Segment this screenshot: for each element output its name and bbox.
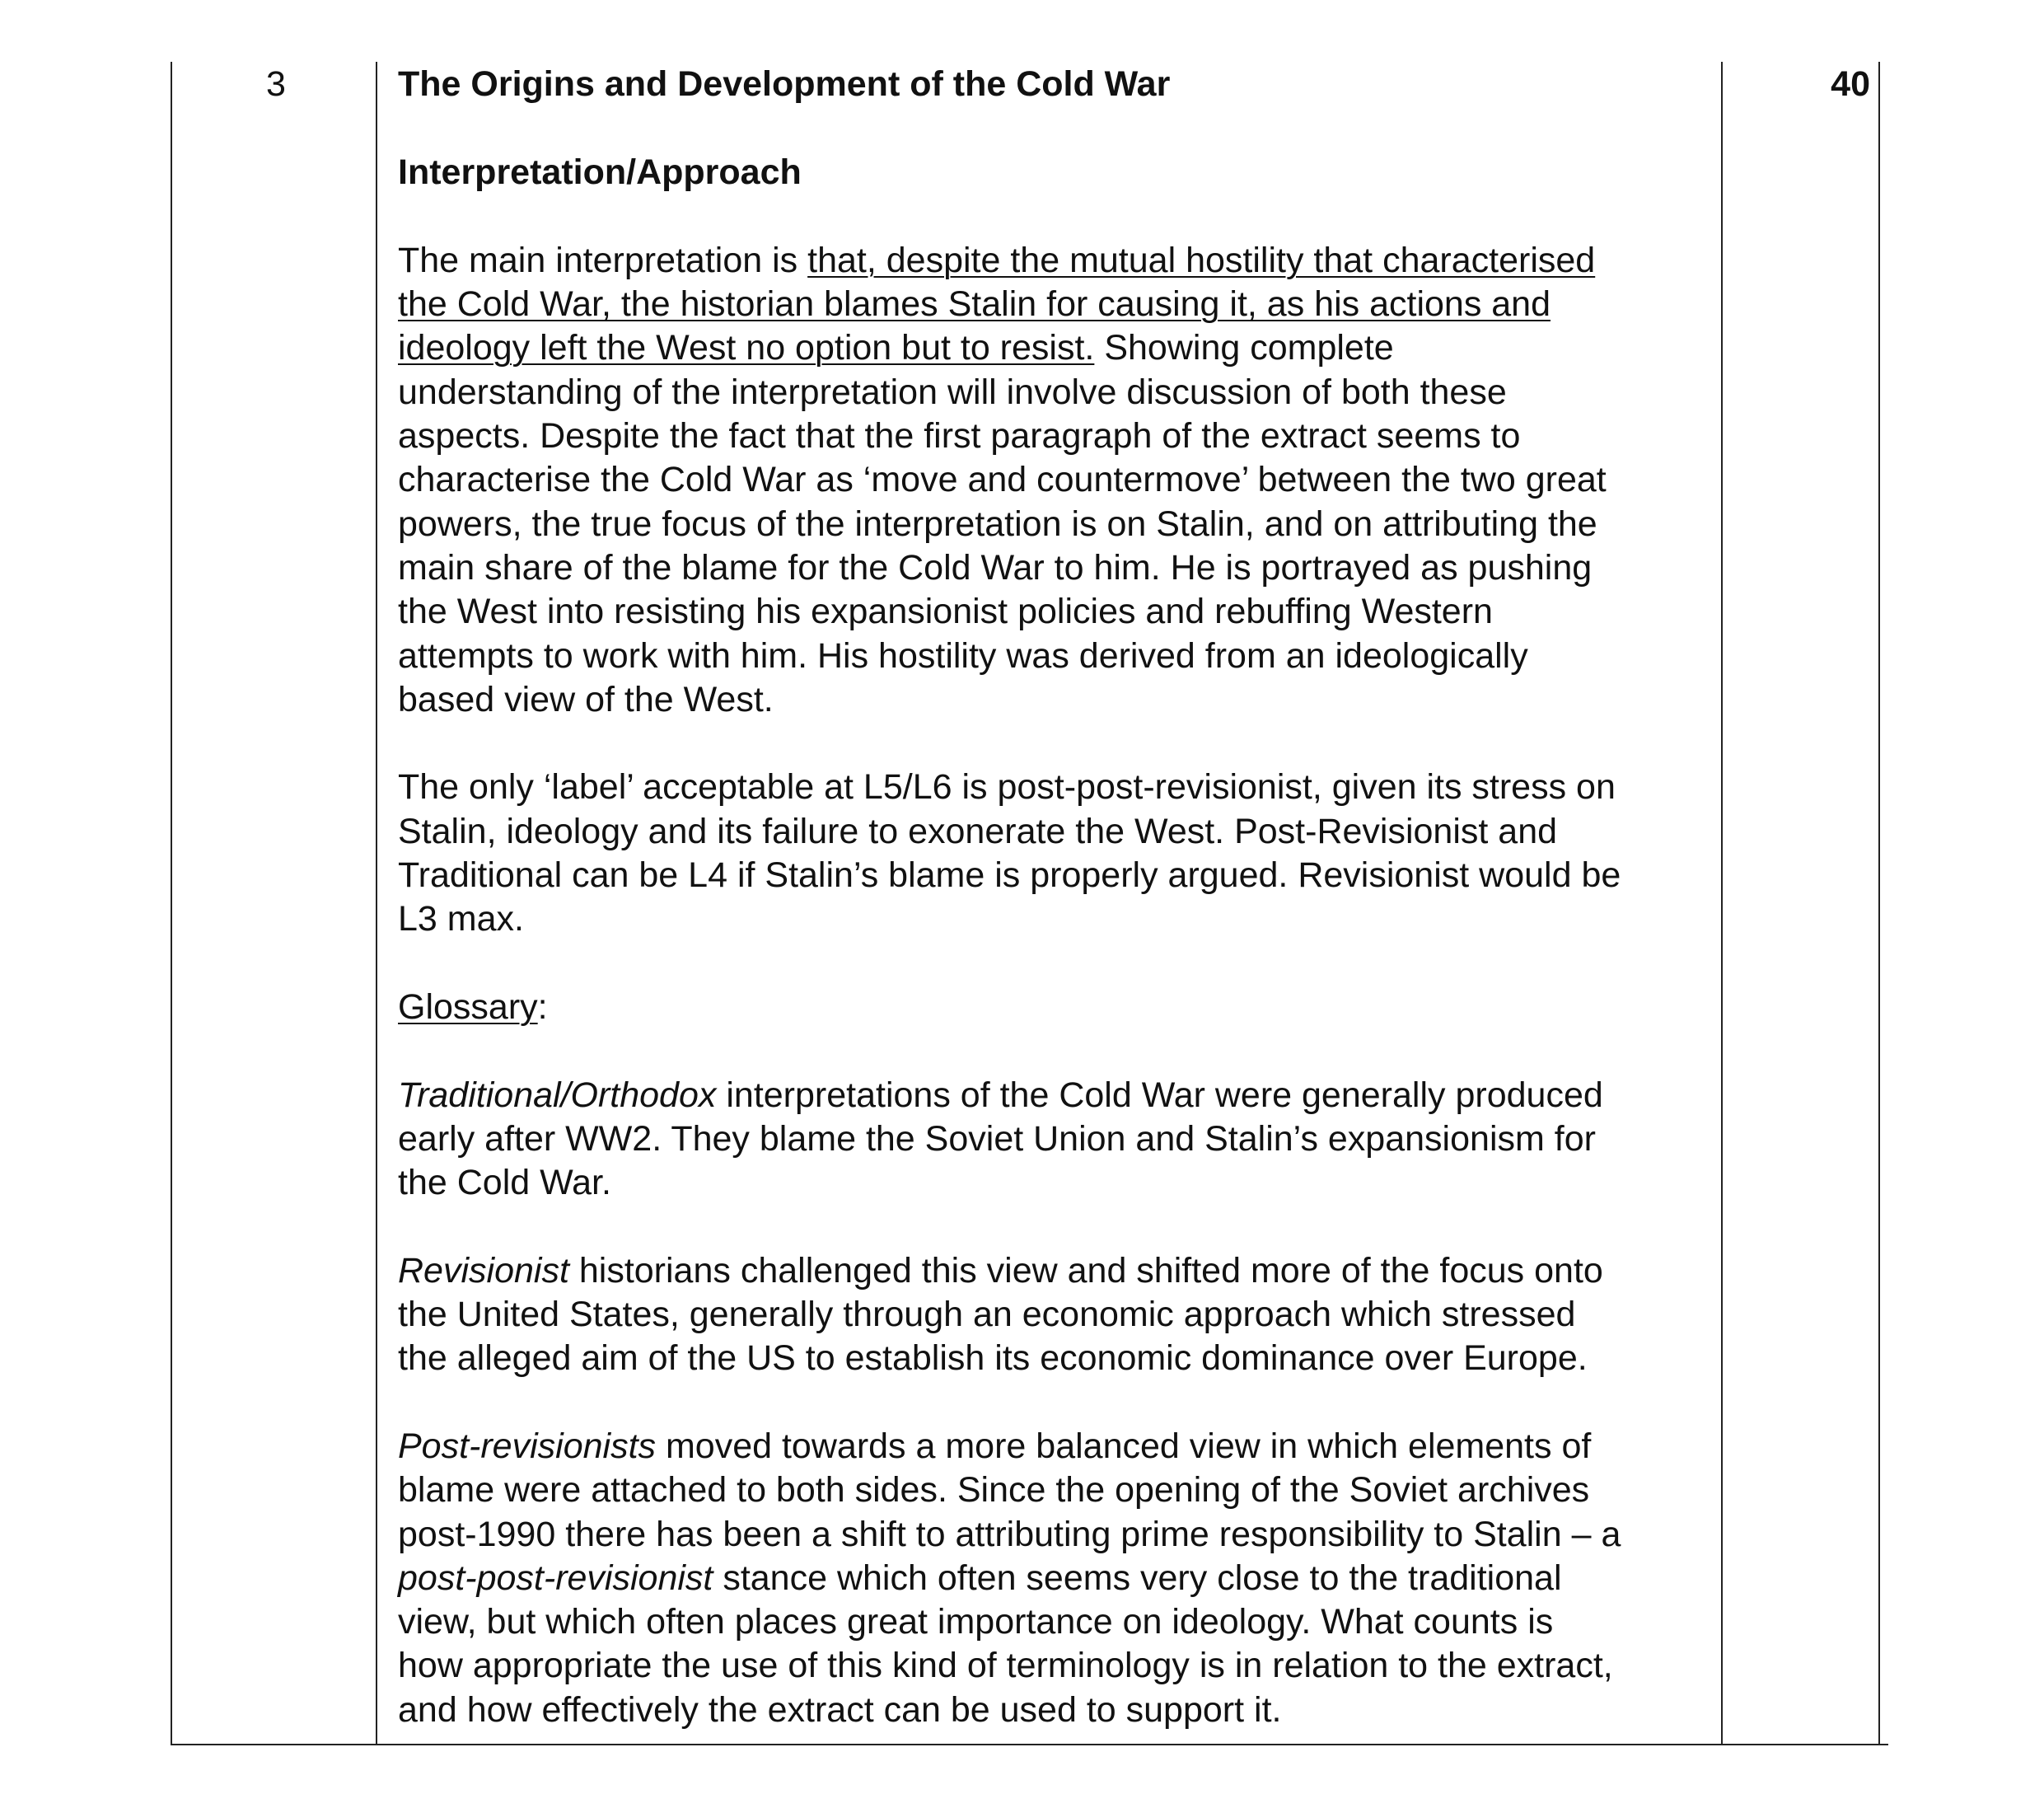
label-guidance-line: The only ‘label’ acceptable at L5/L6 is post-post-revisionist, given its stress on xyxy=(398,767,1616,808)
interpretation-line xyxy=(398,590,1716,634)
interpretation-text: aspects. Despite the fact that the first paragraph of the extract seems to xyxy=(398,416,1521,457)
interpretation-text: attempts to work with him. His hostility was derived from an ideologically xyxy=(398,635,1528,676)
term-revisionist: Revisionist xyxy=(398,1250,569,1290)
interpretation-line xyxy=(398,503,1716,546)
label-guidance-line: Traditional can be L4 if Stalin’s blame is properly argued. Revisionist would be xyxy=(398,855,1621,896)
table-border-right xyxy=(1878,62,1880,1745)
glossary-post-revisionist xyxy=(398,1425,1716,1732)
glossary-revisionist-line xyxy=(398,1249,1716,1293)
glossary-colon: : xyxy=(537,986,548,1027)
table-divider-marks-column xyxy=(1721,62,1723,1745)
glossary-postrev-line xyxy=(398,1425,1716,1468)
question-number: 3 xyxy=(266,64,286,104)
table-border-bottom xyxy=(171,1744,1888,1745)
interpretation-text: understanding of the interpretation will involve discussion of both these xyxy=(398,372,1507,412)
main-interpretation-underlined: that, despite the mutual hostility that characterised xyxy=(807,240,1596,280)
glossary-postrev-line: view, but which often places great importance on ideology. What counts is xyxy=(398,1602,1554,1642)
interpretation-text: the West into resisting his expansionist policies and rebuffing Western xyxy=(398,592,1493,632)
interpretation-line xyxy=(398,546,1716,590)
glossary-traditional-line-rest: interpretations of the Cold War were generally produced xyxy=(716,1075,1603,1115)
term-post-revisionists: Post-revisionists xyxy=(398,1426,657,1466)
glossary-heading-text: Glossary xyxy=(398,986,538,1027)
glossary-revisionist-line: the alleged aim of the US to establish its economic dominance over Europe. xyxy=(398,1338,1588,1379)
interpretation-line xyxy=(398,239,1716,283)
interpretation-text: main share of the blame for the Cold War to him. He is portrayed as pushing xyxy=(398,547,1593,588)
interpretation-line xyxy=(398,678,1716,722)
mark-scheme-content xyxy=(398,61,1716,1732)
glossary-postrev-line: blame were attached to both sides. Since the opening of the Soviet archives xyxy=(398,1470,1590,1511)
interpretation-line xyxy=(398,371,1716,415)
section-heading-interpretation: Interpretation/Approach xyxy=(398,152,802,193)
marks-total: 40 xyxy=(1831,64,1870,104)
label-guidance-line: L3 max. xyxy=(398,899,524,939)
table-border-left xyxy=(171,62,172,1745)
label-guidance-line: Stalin, ideology and its failure to exonerate the West. Post-Revisionist and xyxy=(398,811,1558,851)
glossary-traditional-line: the Cold War. xyxy=(398,1163,611,1203)
interpretation-line xyxy=(398,415,1716,458)
interpretation-text: powers, the true focus of the interpretation is on Stalin, and on attributing the xyxy=(398,504,1597,544)
table-divider-question-column xyxy=(376,62,377,1745)
glossary-revisionist xyxy=(398,1249,1716,1381)
term-post-post-revisionist: post-post-revisionist xyxy=(398,1557,713,1598)
question-title: The Origins and Development of the Cold War xyxy=(398,64,1171,104)
glossary-postrev-line: and how effectively the extract can be used to support it. xyxy=(398,1689,1282,1730)
interpretation-line xyxy=(398,458,1716,502)
glossary-traditional-line xyxy=(398,1074,1716,1117)
interpretation-paragraph xyxy=(398,239,1716,722)
glossary-traditional xyxy=(398,1074,1716,1206)
interpretation-text: The main interpretation is xyxy=(398,240,808,280)
interpretation-line xyxy=(398,635,1716,678)
glossary-postrev-line: how appropriate the use of this kind of terminology is in relation to the extract, xyxy=(398,1646,1613,1686)
term-traditional: Traditional/Orthodox xyxy=(398,1075,717,1115)
glossary-postrev-line-rest: moved towards a more balanced view in which elements of xyxy=(656,1426,1592,1466)
glossary-heading xyxy=(398,986,1716,1029)
main-interpretation-underlined: the Cold War, the historian blames Stalin for causing it, as his actions and xyxy=(398,284,1551,325)
interpretation-text: Showing complete xyxy=(1094,328,1394,368)
glossary-postrev-line-rest: stance which often seems very close to the traditional xyxy=(713,1557,1562,1598)
interpretation-text: based view of the West. xyxy=(398,679,774,719)
glossary-revisionist-line: the United States, generally through an economic approach which stressed xyxy=(398,1295,1576,1335)
glossary-revisionist-line-rest: historians challenged this view and shifted more of the focus onto xyxy=(568,1250,1603,1290)
interpretation-text: characterise the Cold War as ‘move and countermove’ between the two great xyxy=(398,460,1607,500)
glossary-traditional-line: early after WW2. They blame the Soviet Union and Stalin’s expansionism for xyxy=(398,1118,1596,1159)
interpretation-line xyxy=(398,326,1716,370)
label-guidance-paragraph xyxy=(398,766,1716,941)
interpretation-line xyxy=(398,283,1716,326)
main-interpretation-underlined: ideology left the West no option but to resist. xyxy=(398,328,1095,368)
glossary-postrev-line xyxy=(398,1557,1716,1600)
glossary-postrev-line: post-1990 there has been a shift to attributing prime responsibility to Stalin – a xyxy=(398,1514,1621,1554)
